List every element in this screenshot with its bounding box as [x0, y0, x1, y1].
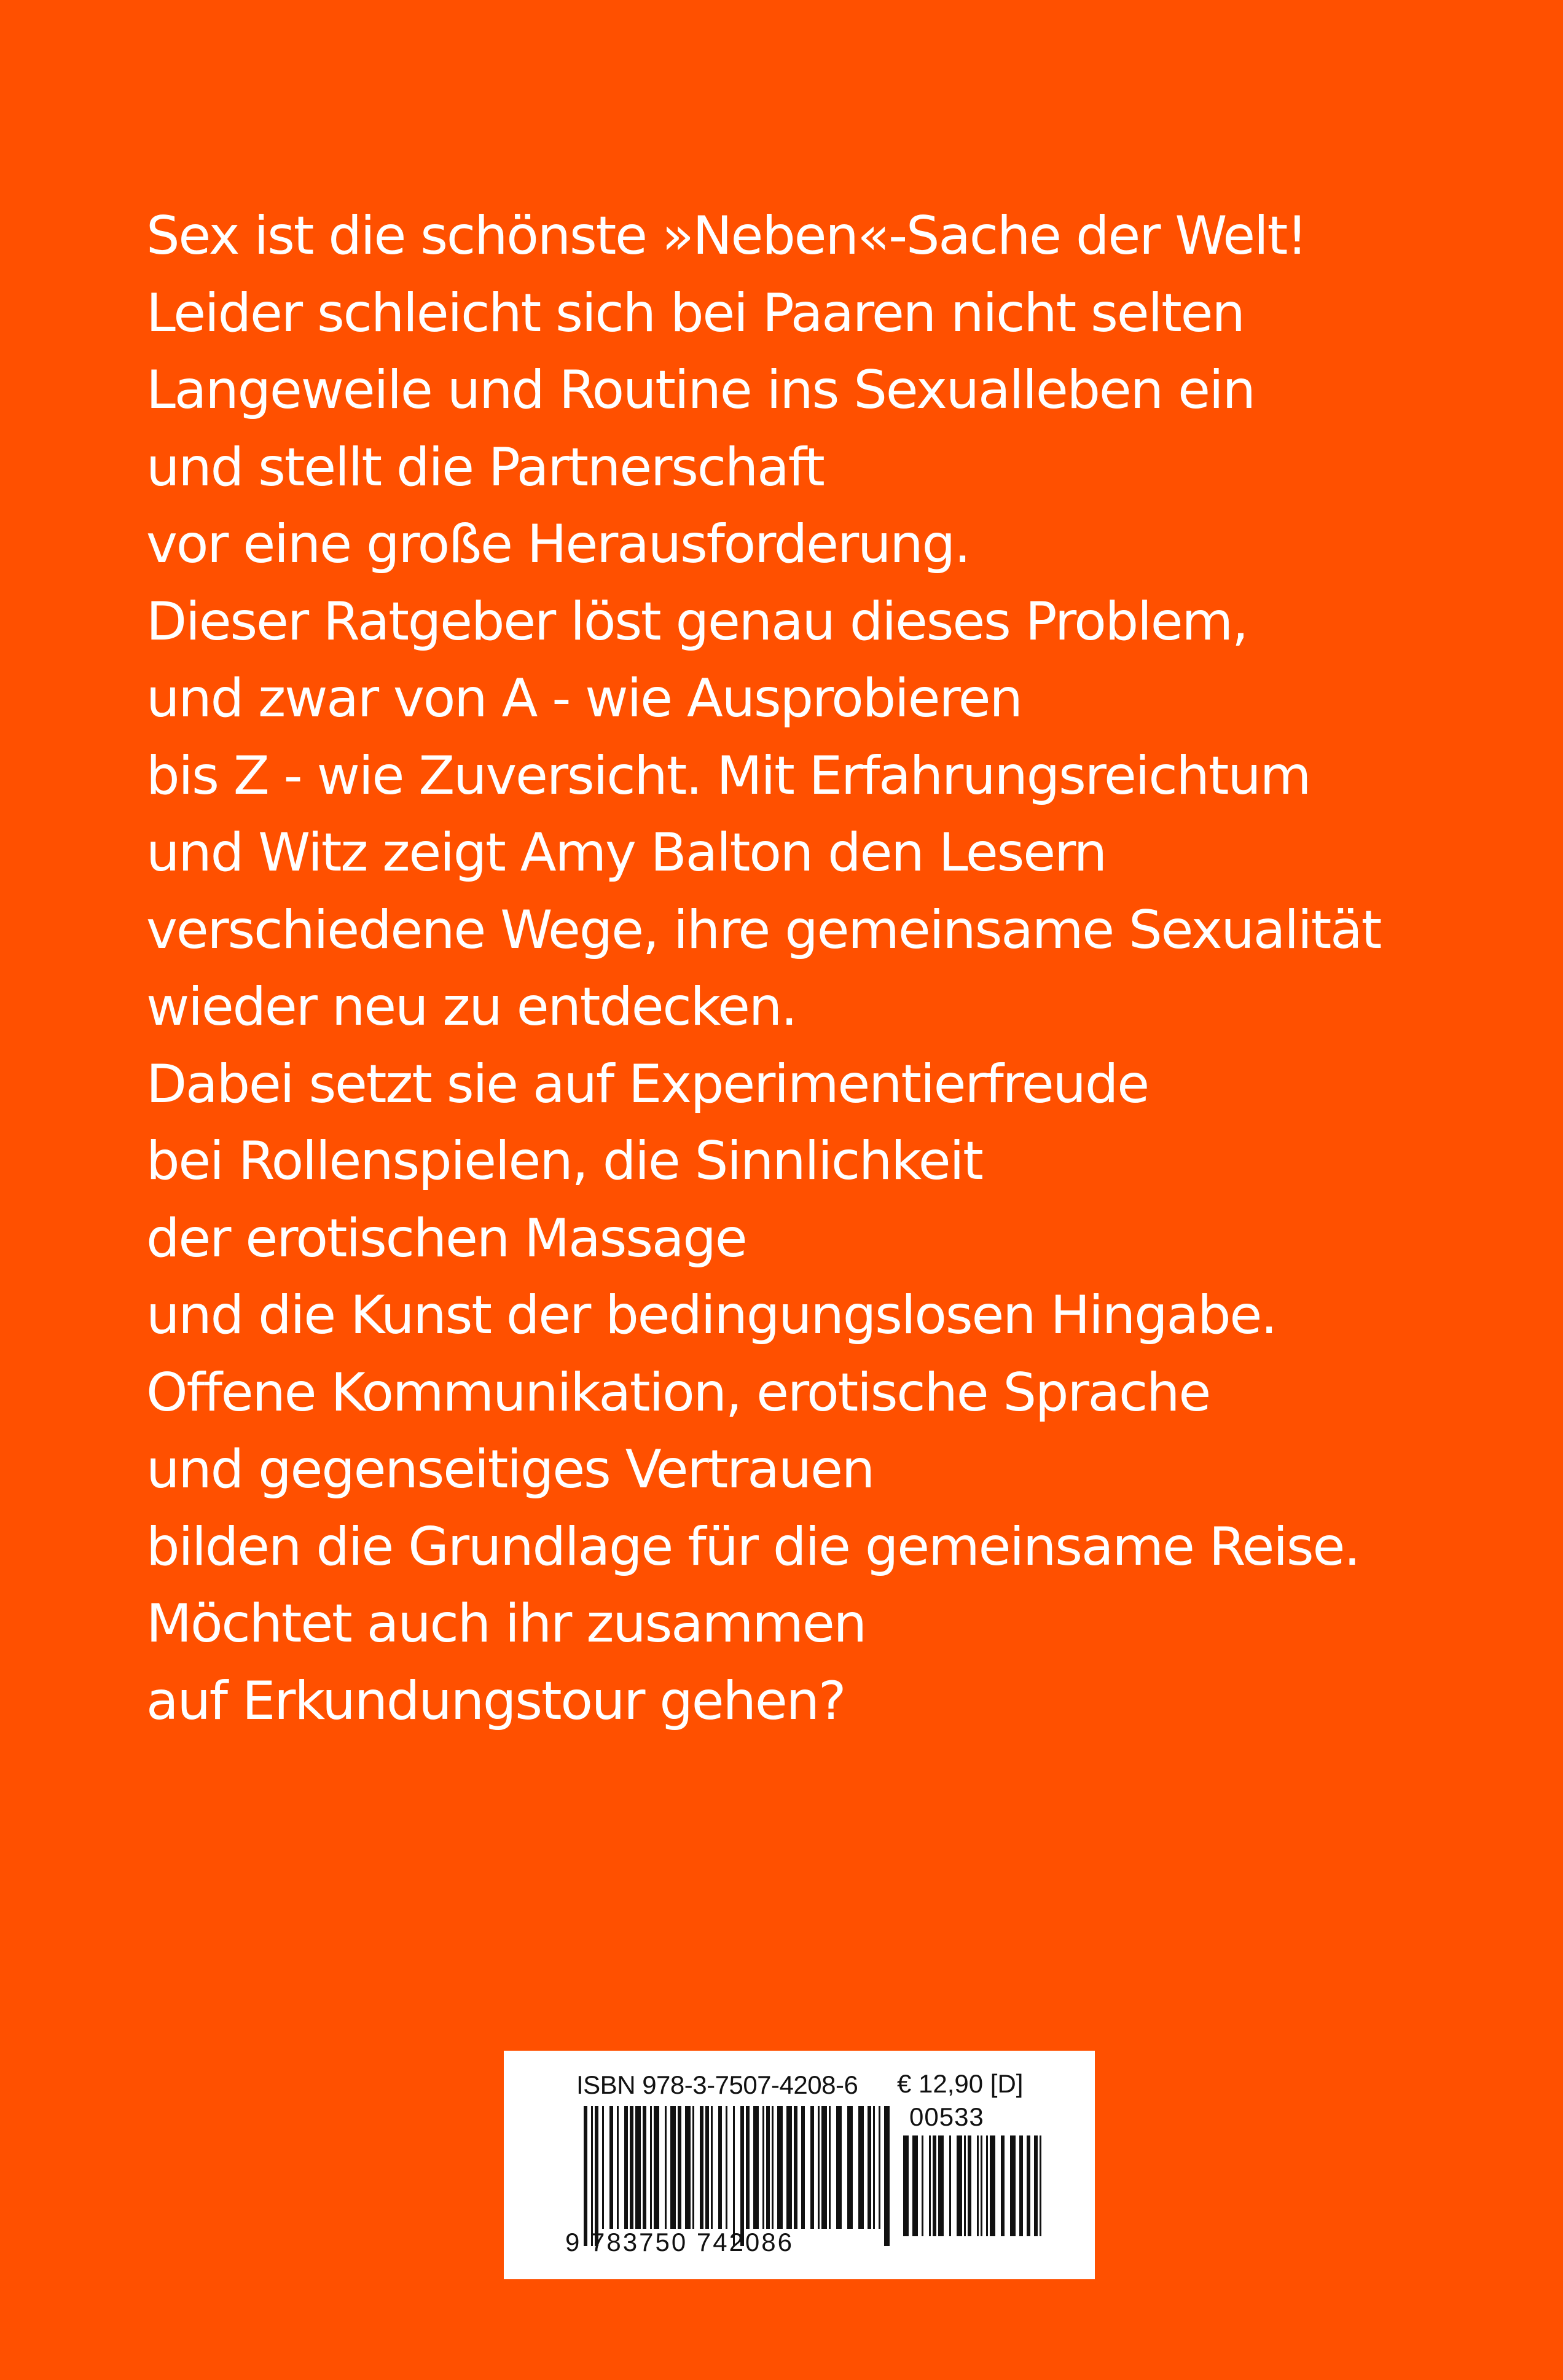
barcode-bar	[1001, 2135, 1005, 2236]
barcode-bar	[1019, 2135, 1023, 2236]
blurb-line: Offene Kommunikation, erotische Sprache	[146, 1361, 1210, 1423]
barcode-bar	[836, 2106, 842, 2229]
blurb-line: und die Kunst der bedingungslosen Hingabe.	[146, 1285, 1277, 1346]
barcode-bar	[903, 2135, 909, 2236]
barcode-bar	[685, 2106, 691, 2229]
barcode-bar	[986, 2135, 988, 2236]
ean-digits: 9 783750 742086	[565, 2228, 794, 2257]
barcode-bar	[957, 2135, 962, 2236]
blurb-line: der erotischen Massage	[146, 1207, 746, 1269]
price-label: € 12,90 [D]	[897, 2069, 1024, 2098]
barcode-bar	[847, 2106, 853, 2229]
barcode-panel	[504, 2051, 1095, 2279]
blurb-line: vor eine große Herausforderung.	[146, 514, 970, 575]
barcode-bar	[705, 2106, 709, 2229]
barcode-bar	[1010, 2135, 1016, 2236]
barcode-bar	[711, 2106, 713, 2229]
barcode-bar	[772, 2106, 774, 2229]
barcode-bar	[1034, 2135, 1038, 2236]
barcode-bar	[670, 2106, 676, 2229]
barcode-bar	[810, 2106, 814, 2229]
barcode-bar	[1027, 2135, 1030, 2236]
barcode-bar	[922, 2135, 923, 2236]
barcode-bar	[938, 2135, 944, 2236]
blurb-line: Dabei setzt sie auf Experimentierfreude	[146, 1053, 1148, 1115]
blurb-line: verschiedene Wege, ihre gemeinsame Sexualität	[146, 899, 1381, 961]
blurb-line: bis Z - wie Zuversicht. Mit Erfahrungsreichtum	[146, 745, 1310, 807]
barcode-bar	[665, 2106, 667, 2229]
barcode-bar	[630, 2106, 633, 2229]
isbn-number: ISBN 978-3-7507-4208-6	[576, 2070, 858, 2099]
blurb-line: Möchtet auch ihr zusammen	[146, 1593, 866, 1654]
barcode-bar	[801, 2106, 805, 2229]
barcode-bar	[595, 2106, 598, 2246]
barcode-bar	[818, 2106, 820, 2229]
barcode-bar	[733, 2106, 735, 2246]
addon-code: 00533	[909, 2102, 984, 2131]
barcode-bar	[981, 2135, 982, 2236]
barcode-bar	[794, 2106, 797, 2229]
blurb-line: Leider schleicht sich bei Paaren nicht selten	[146, 282, 1244, 344]
barcode-bar	[602, 2106, 604, 2229]
blurb-line: auf Erkundungstour gehen?	[146, 1670, 845, 1732]
barcode-bar	[746, 2106, 750, 2229]
barcode-bar	[700, 2106, 703, 2229]
barcode-bar	[968, 2135, 971, 2236]
blurb-line: bei Rollenspielen, die Sinnlichkeit	[146, 1130, 982, 1192]
barcode-bar	[650, 2106, 652, 2229]
barcode-bar	[912, 2135, 918, 2236]
blurb-line: Langeweile und Routine ins Sexualleben ein	[146, 359, 1255, 421]
barcode-bar	[858, 2106, 864, 2229]
blurb-line: und zwar von A - wie Ausprobieren	[146, 668, 1022, 729]
blurb-line: und Witz zeigt Amy Balton den Lesern	[146, 822, 1106, 883]
barcode-bar	[884, 2106, 890, 2246]
barcode-bar	[933, 2135, 936, 2236]
barcode-bar	[929, 2135, 931, 2236]
barcode-bar	[584, 2106, 587, 2246]
barcode-bar	[654, 2106, 659, 2229]
blurb-line: und stellt die Partnerschaft	[146, 436, 824, 498]
barcode-bar	[678, 2106, 681, 2229]
barcode-bar	[777, 2106, 783, 2229]
barcode-bar	[726, 2106, 727, 2229]
addon-barcode	[903, 2135, 1046, 2253]
barcode-bar	[624, 2106, 628, 2229]
barcode-bar	[786, 2106, 792, 2229]
barcode-bar	[977, 2135, 979, 2236]
barcode-bar	[692, 2106, 694, 2229]
blurb-line: und gegenseitiges Vertrauen	[146, 1439, 874, 1500]
barcode-bar	[829, 2106, 831, 2229]
barcode-bar	[964, 2135, 966, 2236]
barcode-bar	[591, 2106, 593, 2246]
barcode-bar	[873, 2106, 875, 2229]
blurb-text	[146, 198, 1498, 1740]
barcode-bar	[635, 2106, 641, 2229]
blurb-line: wieder neu zu entdecken.	[146, 976, 797, 1038]
barcode-bar	[609, 2106, 613, 2229]
blurb-line: Dieser Ratgeber löst genau dieses Problem,	[146, 590, 1248, 652]
ean-barcode	[584, 2106, 891, 2246]
barcode-bar	[753, 2106, 759, 2229]
barcode-bar	[762, 2106, 764, 2229]
barcode-bar	[821, 2106, 827, 2229]
blurb-line: bilden die Grundlage für die gemeinsame Reise.	[146, 1516, 1360, 1578]
barcode-bar	[1040, 2135, 1041, 2236]
barcode-bar	[766, 2106, 770, 2229]
blurb-line: Sex ist die schönste »Neben«-Sache der Welt!	[146, 205, 1307, 267]
barcode-bar	[879, 2106, 880, 2229]
barcode-bar	[643, 2106, 646, 2229]
barcode-bar	[617, 2106, 619, 2229]
barcode-bar	[718, 2106, 722, 2229]
barcode-bar	[990, 2135, 995, 2236]
barcode-bar	[868, 2106, 871, 2229]
barcode-bar	[949, 2135, 951, 2236]
barcode-bar	[740, 2106, 744, 2246]
